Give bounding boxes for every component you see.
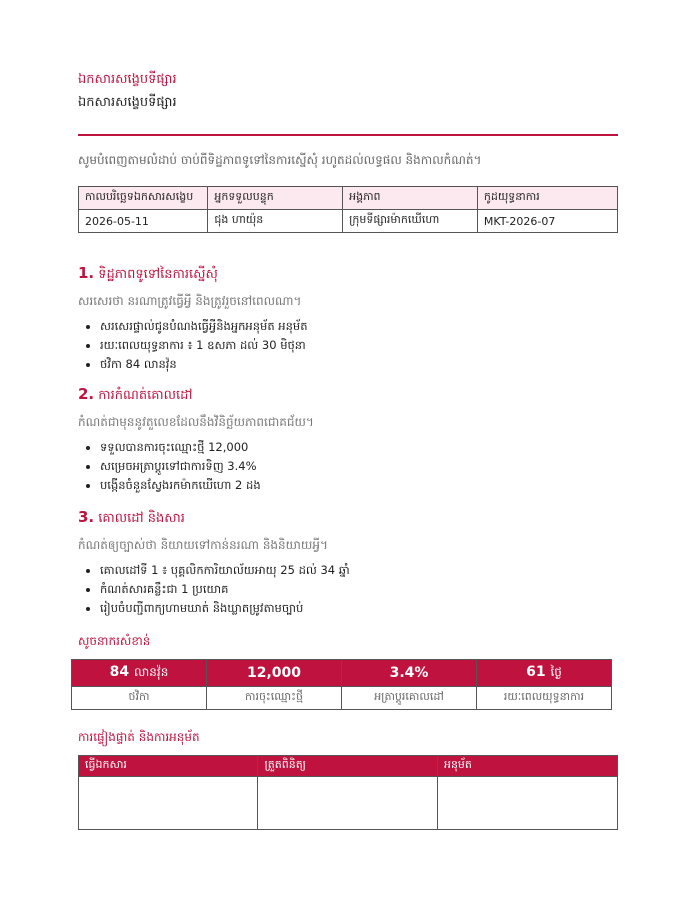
meta-value-row [79,210,618,233]
section-heading [78,508,350,529]
list-item: • កំណត់សារគន្លឹះជា 1 ប្រយោគ [100,582,350,597]
section-goal-setting [78,385,314,497]
list-item: • រយៈពេលយុទ្ធនាការ ៖ 1 ឧសភា ដល់ 30 មិថុនា [100,338,308,353]
section-request-overview [78,264,308,376]
meta-value-code: MKT-2026-07 [477,210,617,233]
section-heading [78,264,308,285]
approval-header-reviewer: ត្រួតពិនិត្យ [258,756,437,777]
document-type-label: ឯកសារសង្ខេបទីផ្សារ [78,72,177,87]
meta-value-unit: ក្រុមទីផ្សារម៉ាកឃើហោ [343,210,478,233]
kpi-value-cell [207,660,342,687]
approval-header-row [79,756,618,777]
meta-value-date: 2026-05-11 [79,210,208,233]
kpi-value: 3.4% [389,665,429,681]
approval-title: ការផ្ទៀងផ្ទាត់ និងការអនុម័ត [78,730,200,744]
kpi-table [71,659,612,710]
bullet-list [78,440,314,493]
kpi-value: 84 [109,664,130,680]
meta-header-code: កូដយុទ្ធនាការ [477,187,617,210]
section-target-message [78,508,350,620]
kpi-unit: ថ្ងៃ [550,665,562,679]
kpi-label: ការចុះឈ្មោះថ្មី [207,687,342,710]
meta-table [78,186,618,233]
list-item: • ទទួលបានការចុះឈ្មោះថ្មី 12,000 [100,440,314,455]
kpi-label: ថវិកា [72,687,207,710]
section-number: 2. [78,385,95,403]
kpi-unit: លានវ៉ុន [134,665,169,679]
list-item: • ថវិកា 84 លានវ៉ុន [100,357,308,372]
approval-header-approver: អនុម័ត [437,756,617,777]
kpi-value: 12,000 [246,665,302,681]
section-number: 3. [78,508,95,526]
list-item: • រៀបចំបញ្ជីពាក្យហាមឃាត់ និងឃ្លាតម្រូវតាមច្បាប់ [100,601,350,616]
approval-header-drafter: ធ្វើឯកសារ [79,756,258,777]
section-title: ទិដ្ឋភាពទូទៅនៃការស្នើសុំ [98,267,218,282]
signature-box-approver [437,777,617,830]
section-heading [78,385,314,406]
meta-header-date: កាលបរិច្ឆេទឯកសារសង្ខេប [79,187,208,210]
list-item: • គោលដៅទី 1 ៖ បុគ្គលិកការិយាល័យអាយុ 25 ដល់ 34 ឆ្នាំ [100,563,350,578]
kpi-label: អត្រាប្តូរគោលដៅ [342,687,477,710]
kpi-label: រយៈពេលយុទ្ធនាការ [477,687,612,710]
section-description: កំណត់ជាមុននូវតួលេខដែលនឹងវិនិច្ឆ័យភាពជោគជ័យ។ [78,415,314,429]
intro-text: សូមបំពេញតាមលំដាប់ ចាប់ពីទិដ្ឋភាពទូទៅនៃការស្នើសុំ រហូតដល់លទ្ធផល និងកាលកំណត់។ [78,153,482,167]
kpi-value-cell [72,660,207,687]
approval-table [78,755,618,830]
section-title: ការកំណត់គោលដៅ [98,388,193,403]
meta-header-owner: អ្នកទទួលបន្ទុក [208,187,343,210]
signature-box-drafter [79,777,258,830]
list-item: • បង្កើនចំនួនស្វែងរកម៉ាកឃើហោ 2 ដង [100,478,314,493]
section-description: សរសេរថា នរណាត្រូវធ្វើអ្វី និងត្រូវរួចនៅពេលណា។ [78,294,302,308]
kpi-value-cell [342,660,477,687]
bullet-list [78,563,350,616]
list-item: • សម្រេចអត្រាប្តូរទៅជាការទិញ 3.4% [100,459,314,474]
bullet-list [78,319,308,372]
kpi-title: សូចនាករសំខាន់ [78,634,151,648]
header-divider [78,134,618,136]
list-item: • សរសេរផ្ទាល់ជូនបំណងធ្វើអ្វីនិងអ្នកអនុម័ត អនុម័ត [100,319,308,334]
section-number: 1. [78,264,95,282]
meta-header-unit: អង្គភាព [343,187,478,210]
section-description: កំណត់ឲ្យច្បាស់ថា និយាយទៅកាន់នរណា និងនិយាយអ្វី។ [78,538,328,552]
document-title: ឯកសារសង្ខេបទីផ្សារ [78,95,177,110]
kpi-value-row [72,660,612,687]
kpi-label-row [72,687,612,710]
kpi-value-cell [477,660,612,687]
signature-box-reviewer [258,777,437,830]
meta-header-row [79,187,618,210]
kpi-value: 61 [526,664,546,680]
meta-value-owner: ជុង ហាយ៉ុន [208,210,343,233]
approval-signature-row [79,777,618,830]
section-title: គោលដៅ និងសារ [98,511,185,526]
